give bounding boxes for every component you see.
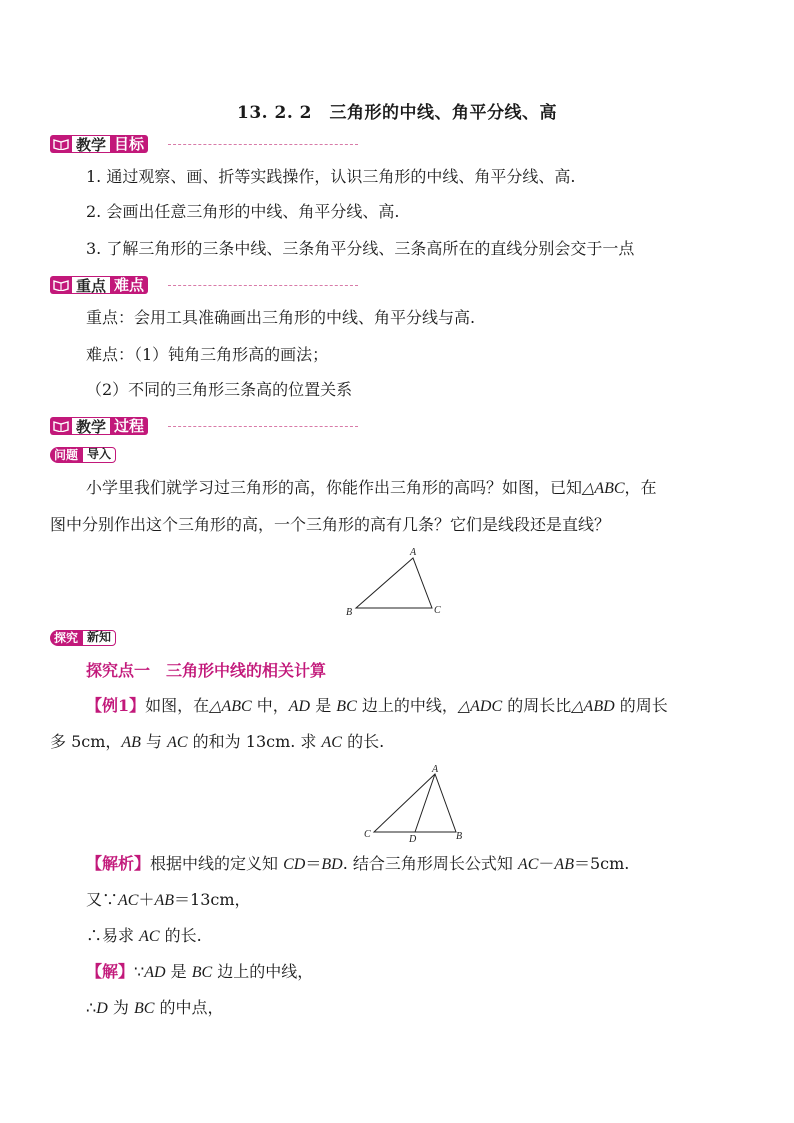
section-badge-keypoints	[50, 275, 148, 295]
goal-item-2: 2. 会画出任意三角形的中线、角平分线、高.	[86, 202, 400, 221]
goal-item-1: 1. 通过观察、画、折等实践操作，认识三角形的中线、角平分线、高.	[86, 167, 576, 186]
analysis-line-1	[86, 853, 629, 876]
tag-word1: 探究	[50, 630, 82, 646]
tag-word1: 问题	[50, 447, 82, 463]
analysis-line-2	[86, 889, 251, 912]
text-run: 的长.	[159, 926, 202, 945]
text-run: 的周长	[614, 696, 668, 715]
math-term: BC	[336, 698, 357, 715]
math-term: AC	[321, 734, 342, 751]
text-run: 边上的中线，	[212, 962, 314, 981]
text-run: 如图，在	[145, 696, 210, 715]
point-label-d: D	[409, 834, 417, 844]
example-text	[145, 696, 668, 715]
math-term: AB	[154, 892, 175, 909]
math-term: AB	[554, 856, 574, 873]
vertex-label-a: A	[410, 547, 417, 558]
section-badge-process	[50, 416, 148, 436]
math-term: AC	[167, 734, 188, 751]
text-run: ＝13cm，	[174, 890, 251, 909]
solution-label: 【解】	[86, 962, 135, 981]
triangle-shape	[374, 774, 456, 832]
median-ad	[415, 774, 435, 832]
math-term: △ABD	[571, 698, 615, 715]
intro-line-1	[86, 477, 657, 500]
solution-line-2	[86, 997, 223, 1020]
section-word1: 教学	[72, 135, 110, 153]
text-run: 是	[165, 962, 192, 981]
text-run: 中，	[251, 696, 289, 715]
solution-text	[86, 998, 223, 1017]
intro-text: 小学里我们就学习过三角形的高，你能作出三角形的高吗？如图，已知	[86, 478, 583, 497]
text-run: 的和为 13cm. 求	[187, 732, 322, 751]
divider	[168, 426, 358, 427]
section-word1: 重点	[72, 276, 110, 294]
vertex-label-c: C	[364, 829, 371, 840]
difficult-point-2: （2）不同的三角形三条高的位置关系	[86, 380, 353, 399]
text-run: ∵	[134, 962, 145, 981]
book-icon	[50, 417, 72, 435]
tag-intro	[50, 446, 116, 464]
text-run: 多 5cm，	[50, 732, 122, 751]
figure-triangle-abc	[340, 545, 450, 620]
text-run: 的中点，	[154, 998, 224, 1017]
vertex-label-c: C	[434, 605, 441, 616]
section-word2: 过程	[110, 417, 148, 435]
text-run: 为	[107, 998, 134, 1017]
intro-text: ，在	[624, 478, 657, 497]
math-term: AC	[517, 856, 539, 873]
text-run: 的长.	[341, 732, 385, 751]
section-word1: 教学	[72, 417, 110, 435]
section-word2: 目标	[110, 135, 148, 153]
section-badge-goals	[50, 134, 148, 154]
math-term: AC	[139, 928, 160, 945]
math-term: AD	[288, 698, 311, 715]
example-label: 【例1】	[86, 696, 146, 715]
analysis-text	[150, 854, 629, 873]
math-term: △ADC	[457, 698, 503, 715]
text-run: ＝5cm.	[573, 854, 630, 873]
intro-math: △ABC	[582, 480, 625, 497]
text-run: . 结合三角形周长公式知	[342, 854, 518, 873]
math-term: D	[96, 1000, 108, 1017]
solution-text	[134, 962, 313, 981]
math-term: BC	[133, 1000, 155, 1017]
analysis-line-3	[86, 925, 202, 948]
analysis-label: 【解析】	[86, 854, 151, 873]
text-run: ∴	[86, 998, 97, 1017]
example-text	[50, 732, 384, 751]
math-term: △ABC	[209, 698, 252, 715]
tag-word2: 新知	[82, 630, 116, 646]
text-run: ＝	[305, 854, 322, 873]
key-point: 重点：会用工具准确画出三角形的中线、角平分线与高.	[86, 308, 476, 327]
tag-word2: 导入	[82, 447, 116, 463]
difficult-point-1: 难点：（1）钝角三角形高的画法；	[86, 345, 329, 364]
math-term: BD	[321, 856, 343, 873]
example-line-2	[50, 731, 384, 754]
triangle-shape	[356, 558, 432, 608]
text-run: ∴易求	[86, 926, 140, 945]
math-term: AD	[144, 964, 166, 981]
text-run: 的周长比	[502, 696, 572, 715]
math-term: AC	[118, 892, 139, 909]
tag-explore	[50, 629, 116, 647]
divider	[168, 285, 358, 286]
section-word2: 难点	[110, 276, 148, 294]
text-run: 根据中线的定义知	[150, 854, 284, 873]
explore-heading: 探究点一 三角形中线的相关计算	[86, 661, 327, 680]
figure-triangle-median	[360, 762, 470, 844]
solution-line-1	[86, 961, 313, 984]
analysis-text	[86, 890, 251, 909]
example-line-1	[86, 695, 668, 718]
book-icon	[50, 135, 72, 153]
math-term: BC	[191, 964, 213, 981]
math-term: CD	[283, 856, 306, 873]
text-run: 又∵	[86, 890, 119, 909]
text-run: 边上的中线，	[356, 696, 458, 715]
analysis-text	[86, 926, 202, 945]
text-run: 是	[310, 696, 337, 715]
book-icon	[50, 276, 72, 294]
page-title: 13. 2. 2 三角形的中线、角平分线、高	[237, 103, 557, 123]
math-term: AB	[121, 734, 141, 751]
vertex-label-b: B	[346, 607, 353, 618]
intro-line-2: 图中分别作出这个三角形的高，一个三角形的高有几条？它们是线段还是直线？	[50, 515, 611, 534]
text-run: －	[538, 854, 555, 873]
divider	[168, 144, 358, 145]
text-run: 与	[140, 732, 168, 751]
vertex-label-b: B	[456, 831, 463, 842]
goal-item-3: 3. 了解三角形的三条中线、三条角平分线、三条高所在的直线分别会交于一点	[86, 239, 635, 258]
vertex-label-a: A	[432, 764, 439, 775]
text-run: ＋	[138, 890, 155, 909]
